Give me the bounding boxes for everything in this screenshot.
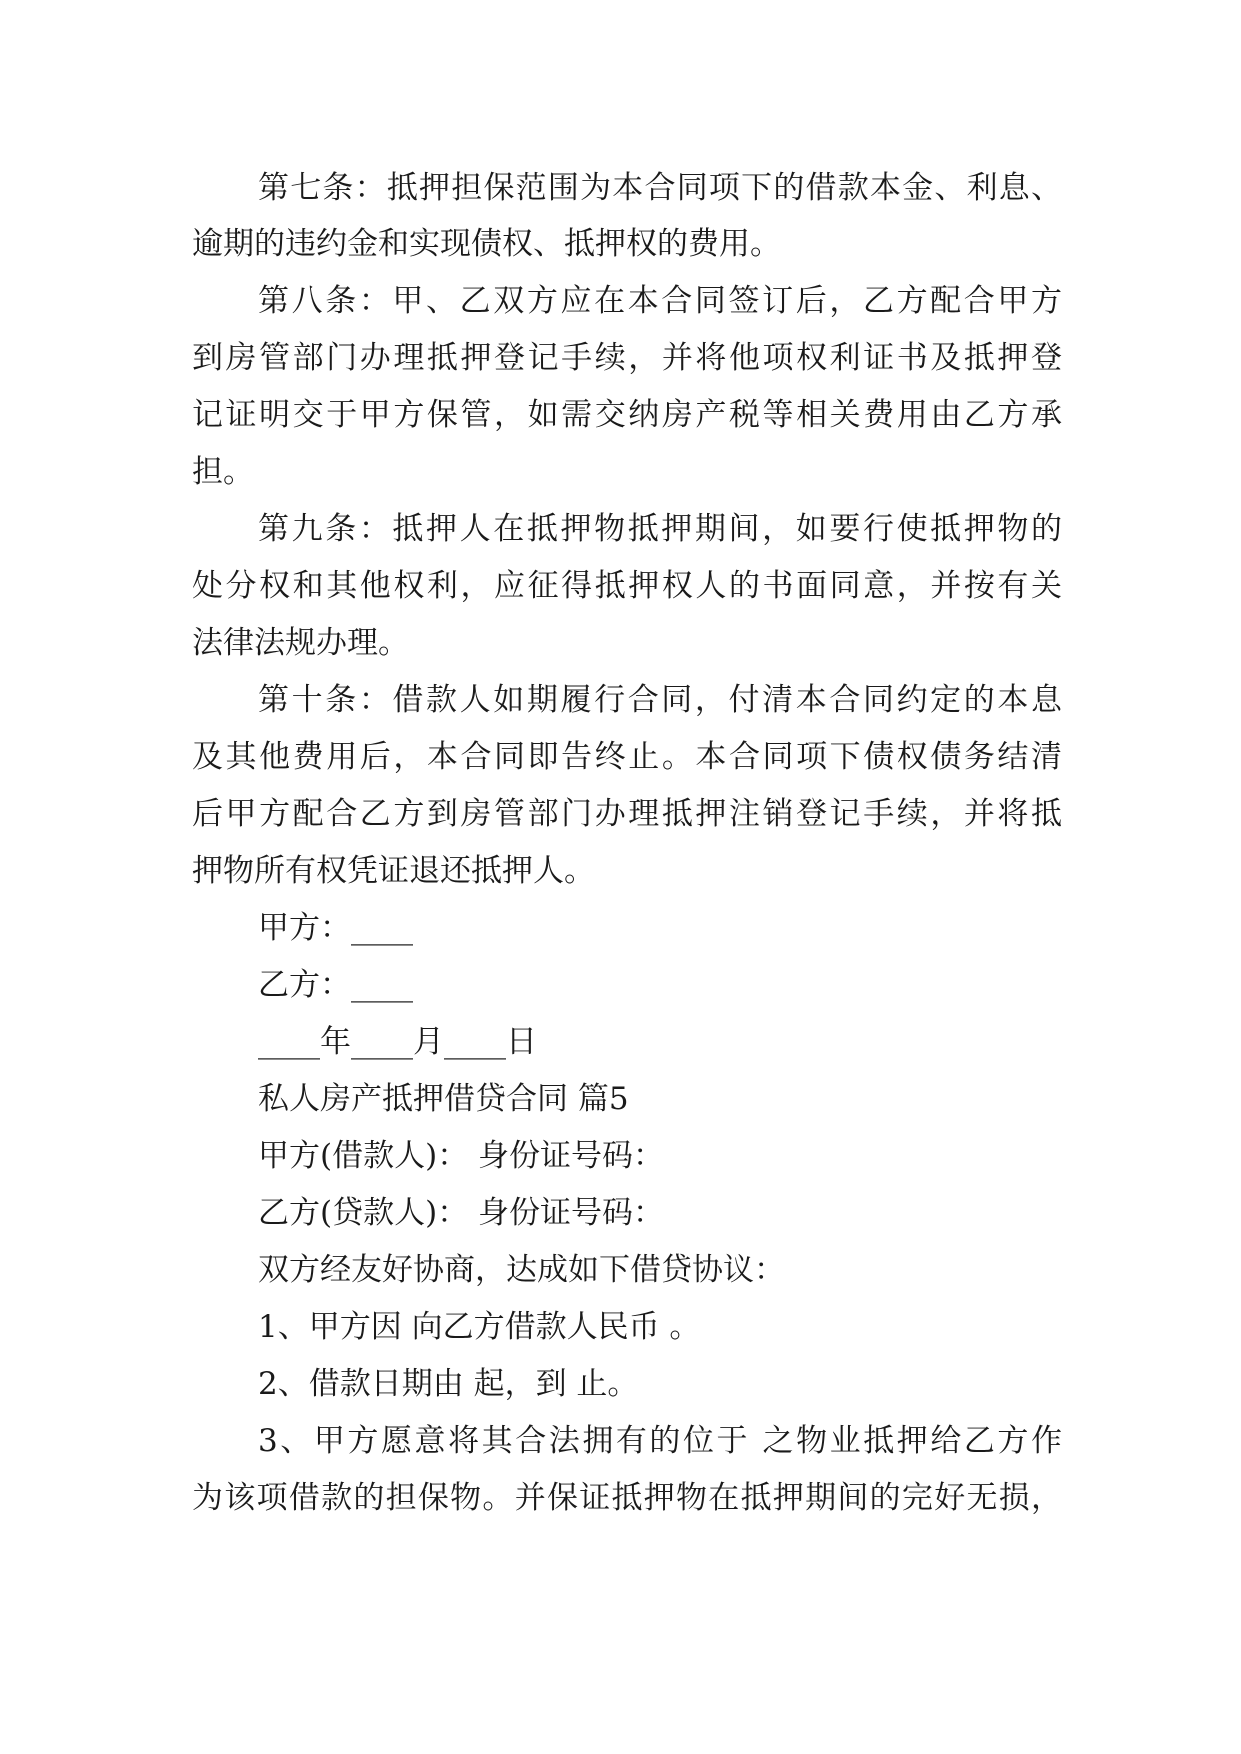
- clause-8-line-1: 第八条：甲、乙双方应在本合同签订后，乙方配合甲方: [258, 283, 1062, 319]
- clause-8-line-4: 担。: [192, 454, 254, 490]
- party-a-signature: 甲方：____: [258, 910, 413, 946]
- clause-8-line-2: 到房管部门办理抵押登记手续，并将他项权利证书及抵押登: [192, 340, 1062, 376]
- party-b-signature: 乙方：____: [258, 967, 413, 1003]
- party-a-borrower: 甲方(借款人)： 身份证号码：: [258, 1138, 665, 1174]
- item-3-line-2: 为该项借款的担保物。并保证抵押物在抵押期间的完好无损，: [192, 1480, 1062, 1516]
- clause-10-line-2: 及其他费用后，本合同即告终止。本合同项下债权债务结清: [192, 739, 1062, 775]
- clause-7-line-1: 第七条：抵押担保范围为本合同项下的借款本金、利息、: [258, 170, 1062, 206]
- clause-10-line-3: 后甲方配合乙方到房管部门办理抵押注销登记手续，并将抵: [192, 796, 1062, 832]
- clause-10-line-1: 第十条：借款人如期履行合同，付清本合同约定的本息: [258, 682, 1062, 718]
- clause-7-line-2: 逾期的违约金和实现债权、抵押权的费用。: [192, 226, 781, 262]
- party-b-lender: 乙方(贷款人)： 身份证号码：: [258, 1195, 665, 1231]
- clause-10-line-4: 押物所有权凭证退还抵押人。: [192, 853, 595, 889]
- clause-9-line-1: 第九条：抵押人在抵押物抵押期间，如要行使抵押物的: [258, 511, 1062, 547]
- clause-8-line-3: 记证明交于甲方保管，如需交纳房产税等相关费用由乙方承: [192, 397, 1062, 433]
- item-2: 2、借款日期由 起，到 止。: [258, 1366, 639, 1402]
- item-1: 1、甲方因 向乙方借款人民币 。: [258, 1309, 701, 1345]
- clause-9-line-3: 法律法规办理。: [192, 625, 409, 661]
- clause-9-line-2: 处分权和其他权利，应征得抵押权人的书面同意，并按有关: [192, 568, 1062, 604]
- section-title: 私人房产抵押借贷合同 篇5: [258, 1081, 629, 1117]
- signing-date: ____年____月____日: [258, 1024, 537, 1060]
- agreement-intro: 双方经友好协商，达成如下借贷协议：: [258, 1252, 785, 1288]
- item-3-line-1: 3、甲方愿意将其合法拥有的位于 之物业抵押给乙方作: [258, 1423, 1062, 1459]
